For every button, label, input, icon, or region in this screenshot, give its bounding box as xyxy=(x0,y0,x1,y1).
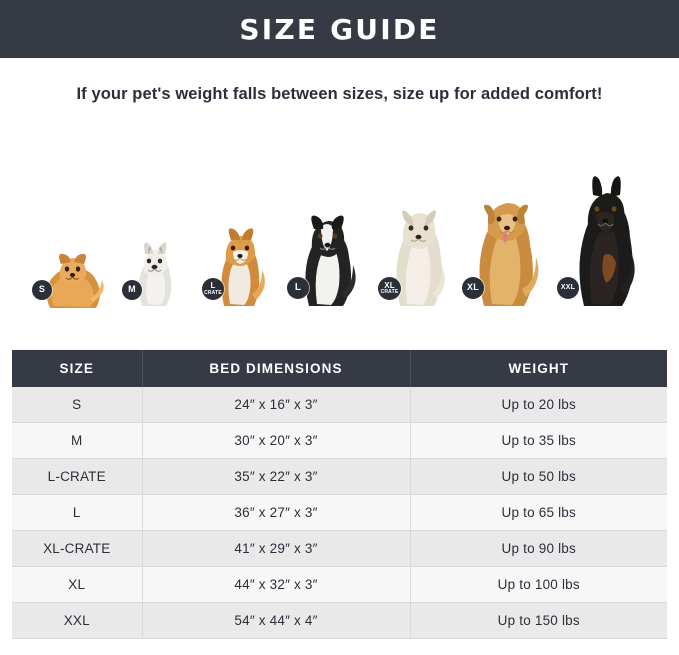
size-badge-l-crate xyxy=(202,278,224,300)
cell-weight: Up to 35 lbs xyxy=(410,423,667,459)
dog-figure-xl-crate xyxy=(378,179,458,314)
size-badge-label-line2: CRATE xyxy=(204,289,222,296)
cell-weight: Up to 50 lbs xyxy=(410,459,667,495)
dog-figure-l xyxy=(285,189,369,314)
size-chart-table xyxy=(12,350,667,639)
cell-dimensions: 35″ x 22″ x 3″ xyxy=(142,459,410,495)
dog-figure-xl xyxy=(462,169,552,314)
table-row xyxy=(12,387,667,423)
column-header-bed-dimensions: BED DIMENSIONS xyxy=(142,350,410,387)
table-header-row xyxy=(12,350,667,387)
size-badge-label: L xyxy=(294,281,302,293)
cell-size: XL xyxy=(12,567,142,603)
cell-dimensions: 44″ x 32″ x 3″ xyxy=(142,567,410,603)
cell-size: L-CRATE xyxy=(12,459,142,495)
cell-weight: Up to 65 lbs xyxy=(410,495,667,531)
dog-figure-s xyxy=(30,228,116,314)
column-header-size: SIZE xyxy=(12,350,142,387)
dog-figure-xxl xyxy=(560,159,648,314)
size-badge-label: S xyxy=(38,284,46,295)
size-badge-l xyxy=(287,277,309,299)
size-badge-xl xyxy=(462,277,484,299)
page-header xyxy=(0,0,679,58)
table-row xyxy=(12,531,667,567)
table-row xyxy=(12,423,667,459)
size-badge-label: XXL xyxy=(560,284,576,292)
cell-weight: Up to 20 lbs xyxy=(410,387,667,423)
size-badge-label-line1: XL xyxy=(384,280,395,290)
size-badge-label-line2: CRATE xyxy=(380,289,399,296)
table-row xyxy=(12,459,667,495)
cell-size: M xyxy=(12,423,142,459)
dog-illustration-row xyxy=(0,124,679,314)
subtitle-container xyxy=(0,58,679,104)
pomeranian-illustration xyxy=(30,228,116,314)
table-row xyxy=(12,567,667,603)
table-row xyxy=(12,603,667,639)
cell-weight: Up to 150 lbs xyxy=(410,603,667,639)
dog-figure-m xyxy=(118,214,190,314)
page-title: SIZE GUIDE xyxy=(239,12,440,46)
size-badge-label: M xyxy=(128,284,136,295)
table-body xyxy=(12,387,667,639)
size-badge-label: XL xyxy=(467,282,479,293)
cell-dimensions: 36″ x 27″ x 3″ xyxy=(142,495,410,531)
column-header-weight: WEIGHT xyxy=(410,350,667,387)
dog-figure-l-crate xyxy=(200,204,278,314)
cell-weight: Up to 100 lbs xyxy=(410,567,667,603)
cell-dimensions: 54″ x 44″ x 4″ xyxy=(142,603,410,639)
cell-dimensions: 24″ x 16″ x 3″ xyxy=(142,387,410,423)
cell-size: L xyxy=(12,495,142,531)
size-badge-xxl xyxy=(557,277,579,299)
size-badge-s xyxy=(32,280,52,300)
size-badge-xl-crate xyxy=(378,277,401,300)
cell-dimensions: 30″ x 20″ x 3″ xyxy=(142,423,410,459)
cell-size: XXL xyxy=(12,603,142,639)
cell-dimensions: 41″ x 29″ x 3″ xyxy=(142,531,410,567)
cell-size: XL-CRATE xyxy=(12,531,142,567)
cell-weight: Up to 90 lbs xyxy=(410,531,667,567)
cell-size: S xyxy=(12,387,142,423)
subtitle-text: If your pet's weight falls between sizes, size up for added comfort! xyxy=(76,85,603,103)
table-header xyxy=(12,350,667,387)
table-row xyxy=(12,495,667,531)
size-badge-m xyxy=(122,280,142,300)
size-badge-label-line1: L xyxy=(210,281,216,291)
